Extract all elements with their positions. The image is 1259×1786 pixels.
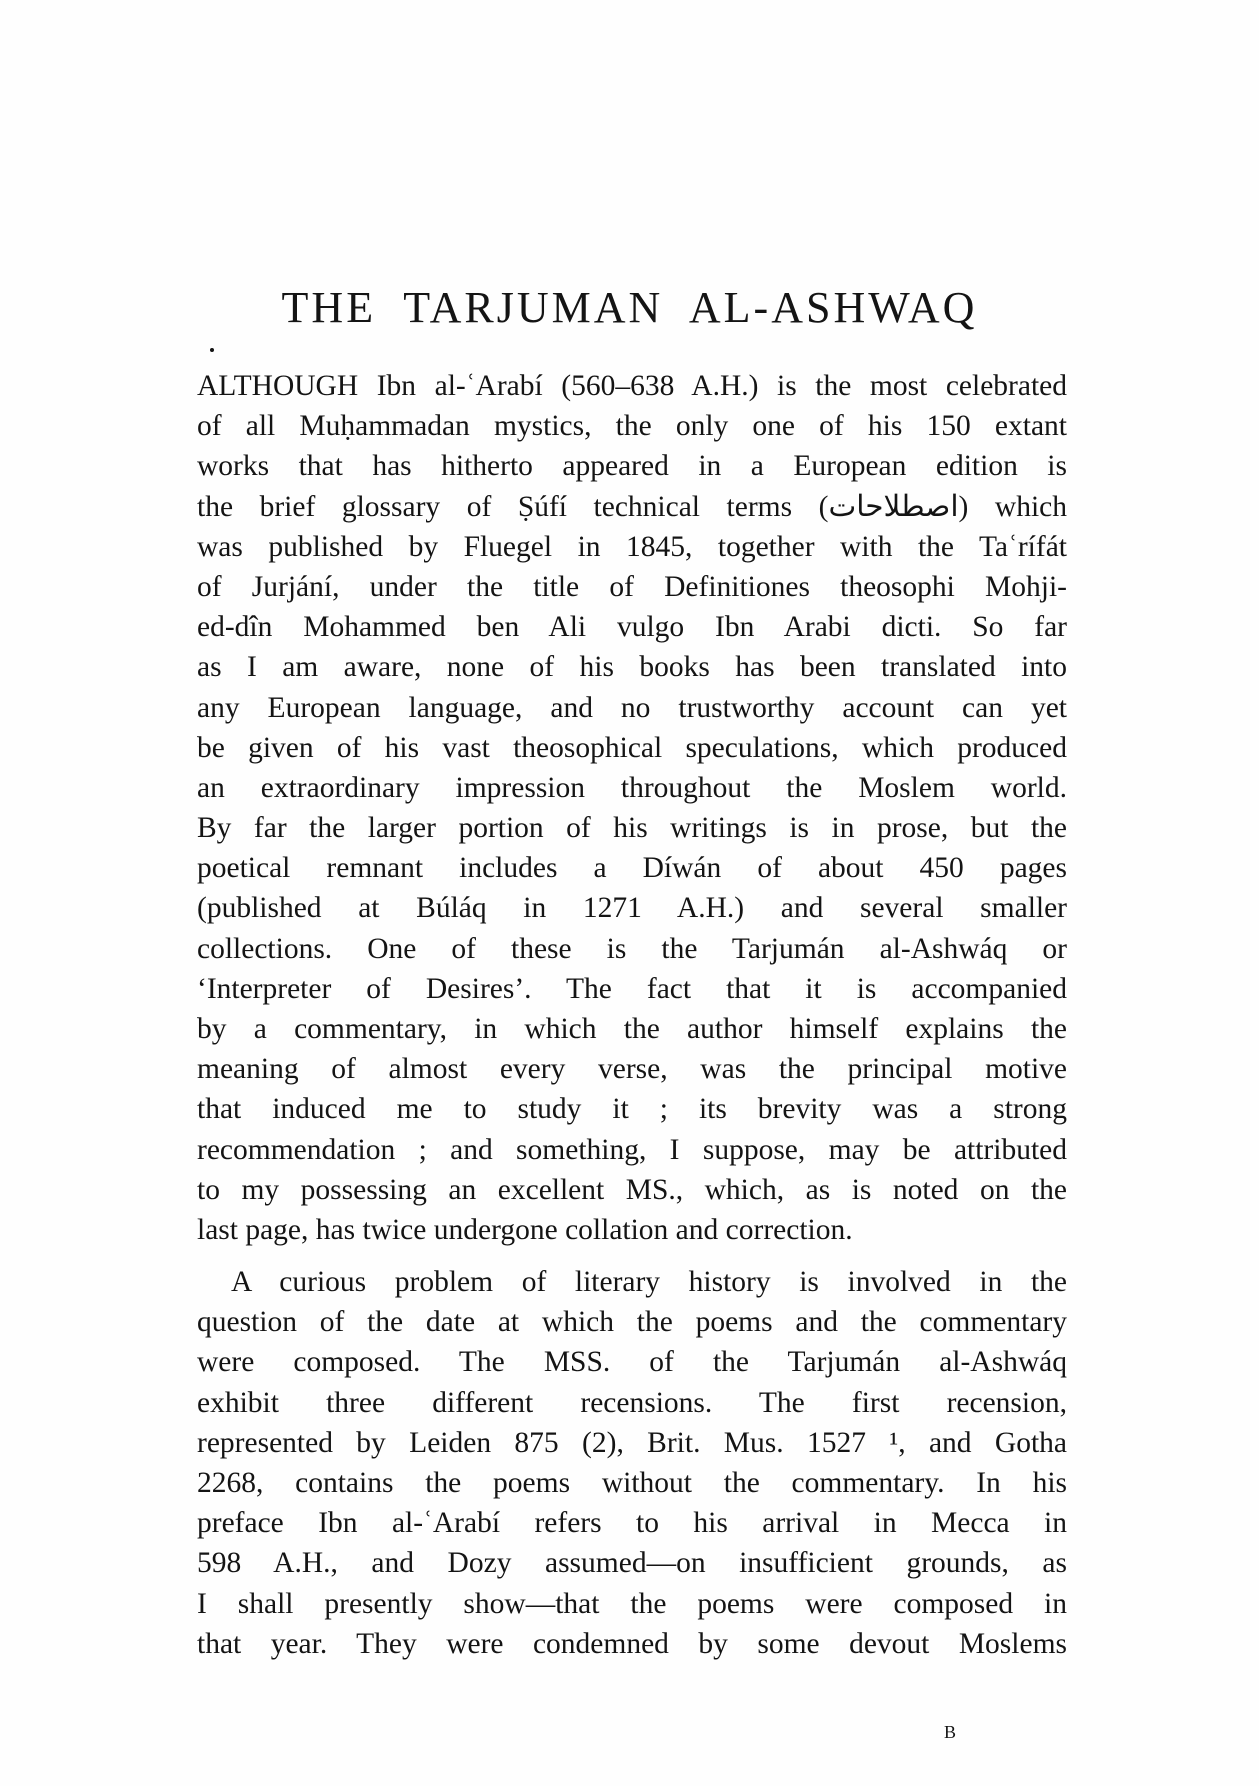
text-line: ALTHOUGH Ibn al-ʿArabí (560–638 A.H.) is the most celebrated — [197, 370, 1067, 402]
text-line: question of the date at which the poems and the commentary — [197, 1306, 1067, 1339]
text-line: poetical remnant includes a Díwán of about 450 pages — [197, 852, 1067, 885]
text-line: works that has hitherto appeared in a European edition is — [197, 450, 1067, 483]
text-line: of Jurjání, under the title of Definitiones theosophi Mohji- — [197, 570, 1067, 603]
text-line: to my possessing an excellent MS., which, as is noted on the — [197, 1173, 1067, 1206]
page-title: THE TARJUMAN AL-ASHWAQ — [281, 283, 978, 332]
text-line: exhibit three different recensions. The first recension, — [197, 1386, 1067, 1419]
text-line: 598 A.H., and Dozy assumed—on insufficient grounds, as — [197, 1547, 1067, 1580]
paragraph-2 — [197, 1262, 1067, 1664]
text-line: be given of his vast theosophical speculations, which produced — [197, 731, 1067, 764]
text-line: that induced me to study it ; its brevity was a strong — [197, 1093, 1067, 1126]
text-line: I shall presently show—that the poems were composed in — [197, 1587, 1067, 1620]
text-line: an extraordinary impression throughout the Moslem world. — [197, 771, 1067, 804]
text-line: was published by Fluegel in 1845, together with the Taʿrífát — [197, 530, 1067, 563]
text-line: preface Ibn al-ʿArabí refers to his arrival in Mecca in — [197, 1507, 1067, 1540]
text-line: represented by Leiden 875 (2), Brit. Mus. 1527 ¹, and Gotha — [197, 1426, 1067, 1459]
text-line: meaning of almost every verse, was the principal motive — [197, 1053, 1067, 1086]
text-line: last page, has twice undergone collation and correction. — [197, 1213, 853, 1246]
text-line: ed-dîn Mohammed ben Ali vulgo Ibn Arabi dicti. So far — [197, 611, 1067, 644]
text-line: as I am aware, none of his books has been translated into — [197, 651, 1067, 684]
title-dot — [210, 348, 214, 352]
text-line: the brief glossary of Ṣúfí technical terms (اصطلاحات) which — [197, 490, 1067, 523]
text-line: 2268, contains the poems without the commentary. In his — [197, 1466, 1067, 1499]
signature-mark: B — [944, 1722, 957, 1742]
text-line: collections. One of these is the Tarjumán al-Ashwáq or — [197, 932, 1067, 965]
text-line: recommendation ; and something, I suppose, may be attributed — [197, 1133, 1067, 1166]
text-line: A curious problem of literary history is involved in the — [231, 1266, 1067, 1298]
text-line: that year. They were condemned by some devout Moslems — [197, 1627, 1067, 1660]
text-line: By far the larger portion of his writings is in prose, but the — [197, 812, 1067, 845]
text-line: ‘Interpreter of Desires’. The fact that it is accompanied — [197, 972, 1067, 1005]
paragraph-1 — [197, 366, 1067, 1250]
text-line: were composed. The MSS. of the Tarjumán al-Ashwáq — [197, 1346, 1067, 1379]
text-line: (published at Búláq in 1271 A.H.) and several smaller — [197, 892, 1067, 925]
text-line: of all Muḥammadan mystics, the only one of his 150 extant — [197, 410, 1067, 443]
text-line: any European language, and no trustworthy account can yet — [197, 691, 1067, 724]
text-line: by a commentary, in which the author himself explains the — [197, 1013, 1067, 1045]
